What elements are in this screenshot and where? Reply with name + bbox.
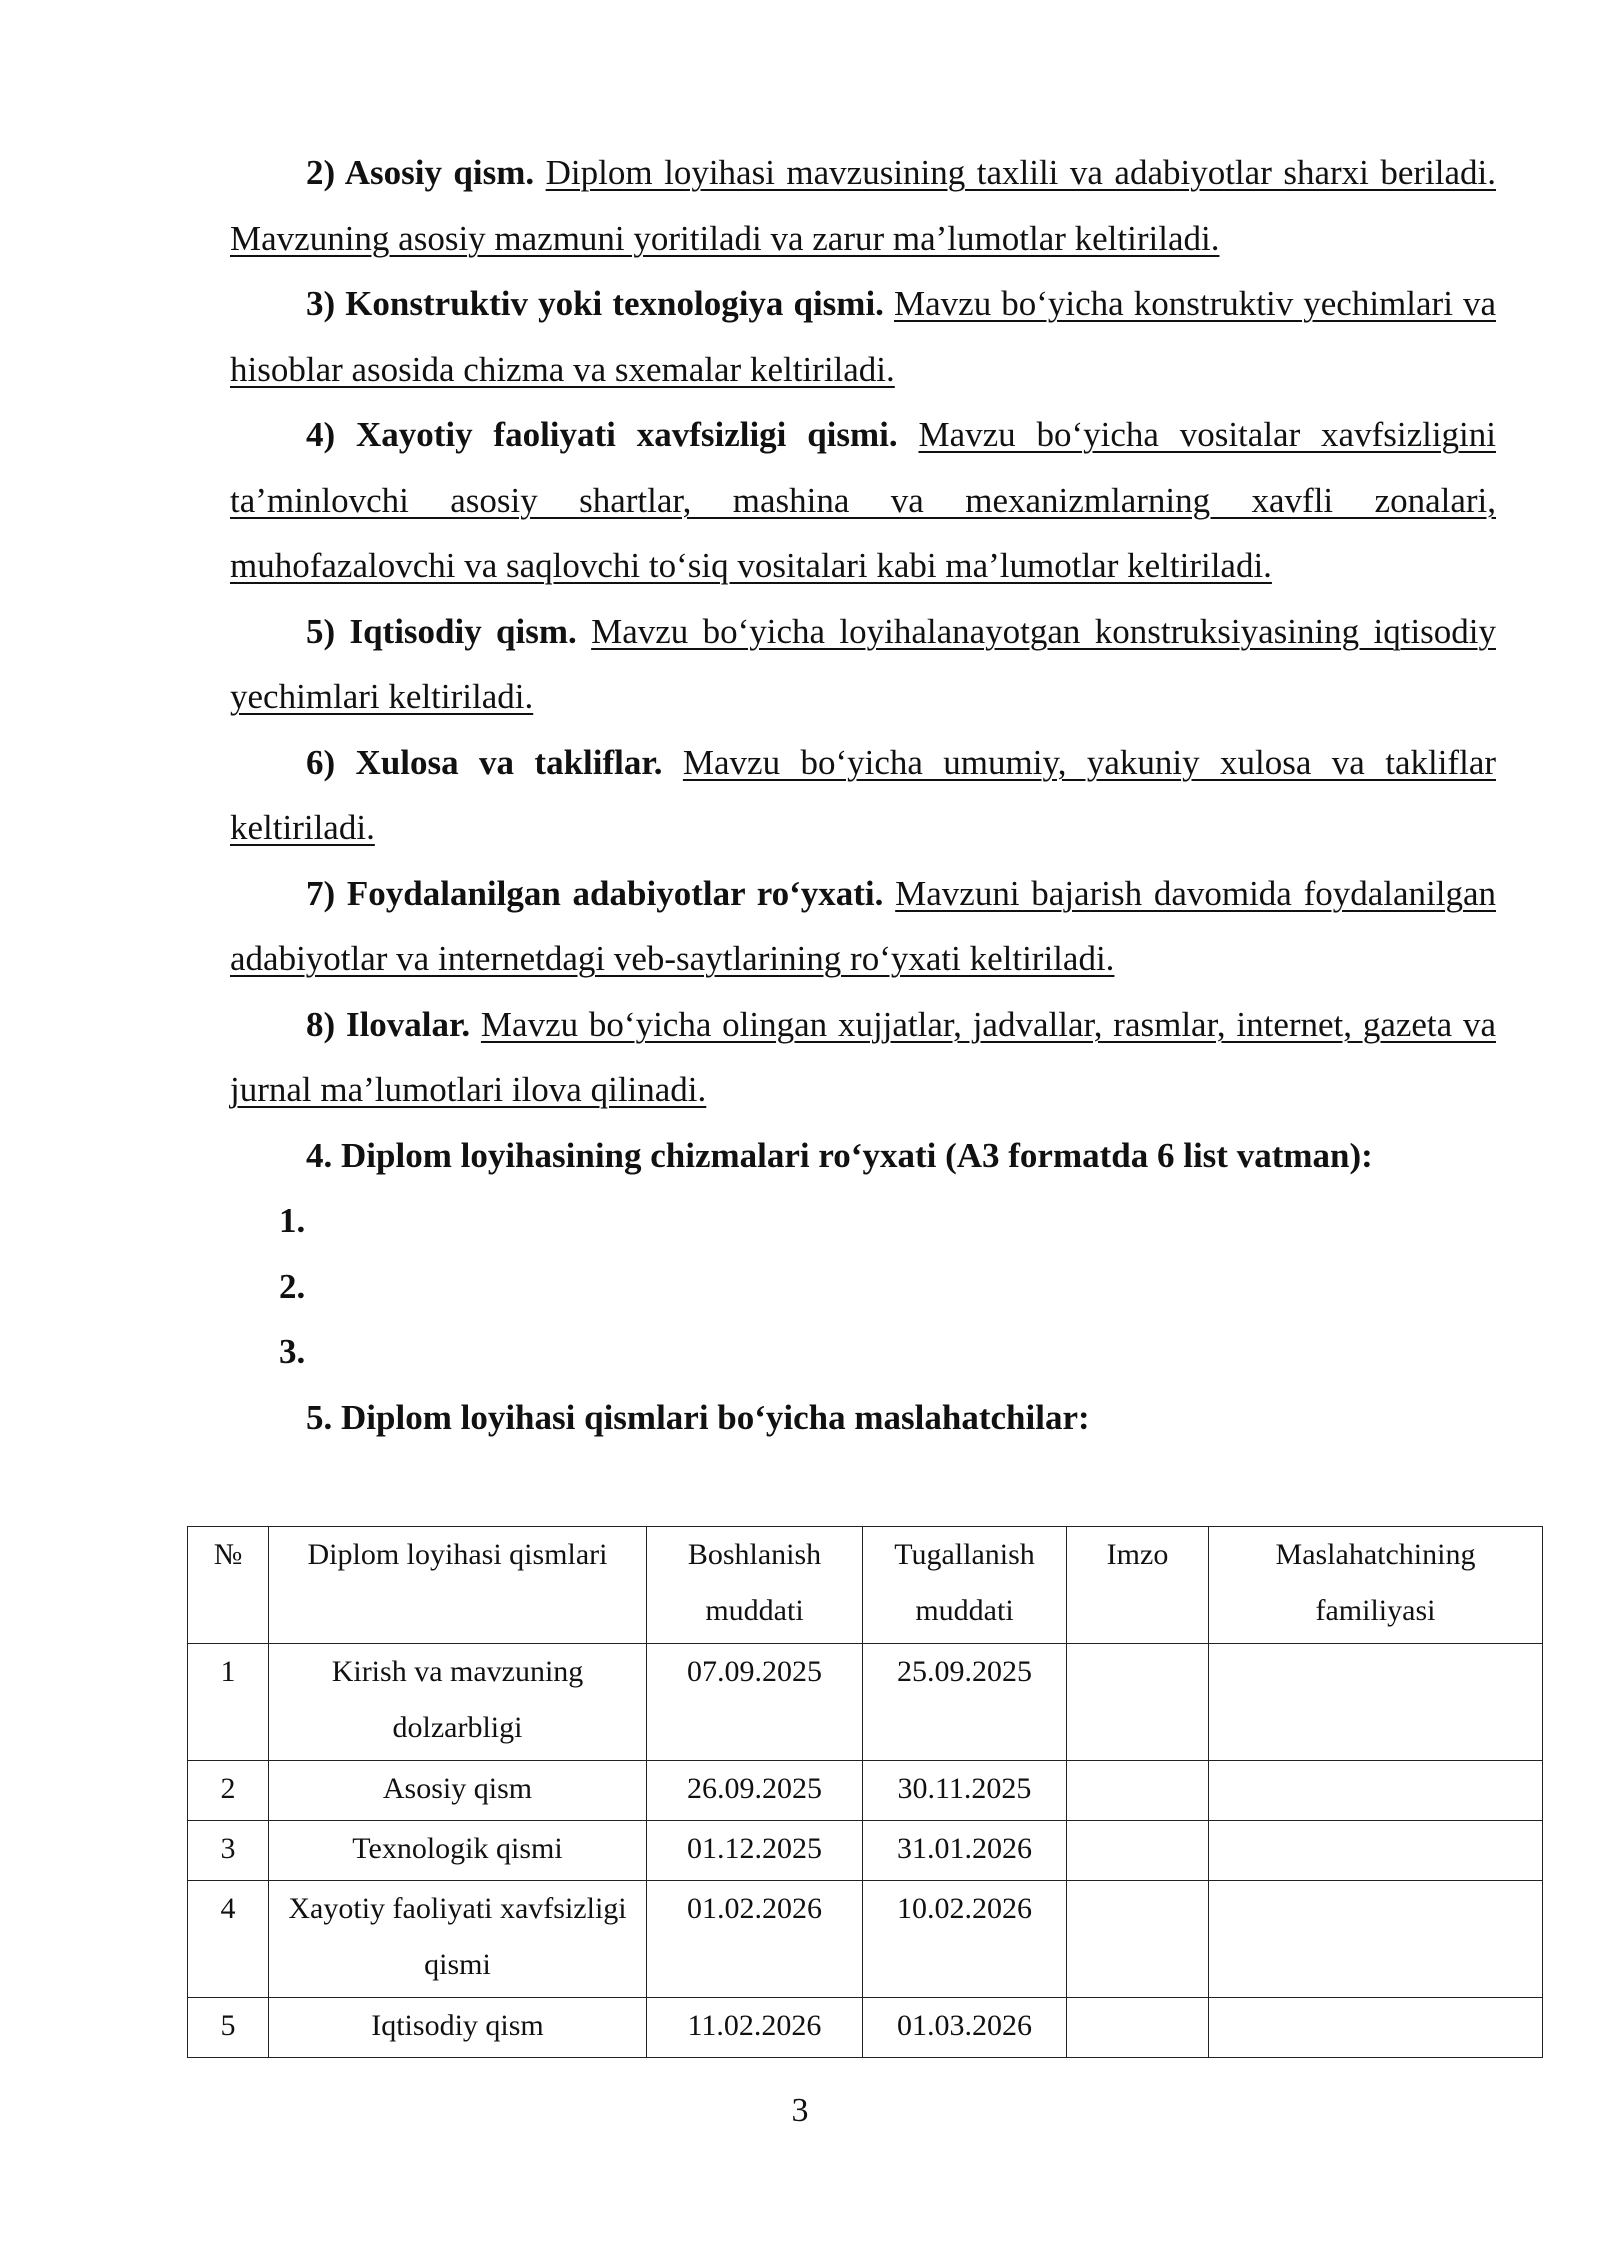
cell-part: Iqtisodiy qism xyxy=(269,1998,647,2058)
cell-end: 10.02.2026 xyxy=(863,1881,1067,1998)
cell-number: 2 xyxy=(188,1761,269,1821)
cell-part: Asosiy qism xyxy=(269,1761,647,1821)
list-item: 2. xyxy=(279,1266,306,1306)
cell-number: 3 xyxy=(188,1821,269,1881)
section-title: 6) Xulosa va takliflar. xyxy=(306,742,663,782)
section-text: Mavzuni bajarish davomida foydalanilgan adabiyotlar va internetdagi veb-saytlarining ro‘yxati keltiriladi. xyxy=(230,873,1496,978)
advisors-table xyxy=(187,1526,1543,2058)
table-row xyxy=(188,1881,1543,1998)
section-title: 8) Ilovalar. xyxy=(306,1004,471,1044)
section-text: Mavzu bo‘yicha vositalar xavfsizligini ta’minlovchi asosiy shartlar, mashina va mexanizmlarning xavfli zonalari, muhofazalovchi va saqlovchi to‘siq vositalari kabi ma’lumotlar keltiriladi. xyxy=(230,415,1496,585)
cell-signature xyxy=(1067,1821,1209,1881)
section-text: Mavzu bo‘yicha olingan xujjatlar, jadvallar, rasmlar, internet, gazeta va jurnal ma’lumotlari ilova qilinadi. xyxy=(230,1004,1497,1109)
cell-end: 30.11.2025 xyxy=(863,1761,1067,1821)
page-number: 3 xyxy=(791,2092,809,2129)
column-header-advisor-name: Maslahatchining familiyasi xyxy=(1209,1527,1543,1644)
section-appendices xyxy=(230,992,1496,1123)
cell-signature xyxy=(1067,1644,1209,1761)
section-title: 5) Iqtisodiy qism. xyxy=(306,611,577,651)
table-row xyxy=(188,1761,1543,1821)
cell-part: Xayotiy faoliyati xavfsizligi qismi xyxy=(269,1881,647,1998)
cell-signature xyxy=(1067,1881,1209,1998)
section-economic xyxy=(230,599,1496,730)
cell-signature xyxy=(1067,1998,1209,2058)
section-text: Mavzu bo‘yicha loyihalanayotgan konstruksiyasining iqtisodiy yechimlari keltiriladi. xyxy=(230,611,1497,716)
table-row xyxy=(188,1644,1543,1761)
cell-part: Texnologik qismi xyxy=(269,1821,647,1881)
section-main-part xyxy=(230,140,1496,271)
cell-advisor-name xyxy=(1209,1644,1543,1761)
section-title: 2) Asosiy qism. xyxy=(306,153,535,192)
section-conclusion xyxy=(230,730,1496,861)
section-title: 4) Xayotiy faoliyati xavfsizligi qismi. xyxy=(306,415,898,454)
cell-number: 5 xyxy=(188,1998,269,2058)
section-construction xyxy=(230,271,1496,402)
column-header-signature: Imzo xyxy=(1067,1527,1209,1644)
cell-start: 11.02.2026 xyxy=(647,1998,863,2058)
section-title: 3) Konstruktiv yoki texnologiya qismi. xyxy=(306,284,884,323)
cell-end: 31.01.2026 xyxy=(863,1821,1067,1881)
drawings-heading: 4. Diplom loyihasining chizmalari ro‘yxati (A3 formatda 6 list vatman): xyxy=(306,1135,1373,1175)
cell-end: 01.03.2026 xyxy=(863,1998,1067,2058)
section-title: 7) Foydalanilgan adabiyotlar ro‘yxati. xyxy=(306,873,884,913)
table-row xyxy=(188,1821,1543,1881)
cell-advisor-name xyxy=(1209,1761,1543,1821)
section-text: Mavzu bo‘yicha umumiy, yakuniy xulosa va takliflar keltiriladi. xyxy=(230,742,1497,847)
cell-part: Kirish va mavzuning dolzarbligi xyxy=(269,1644,647,1761)
cell-start: 07.09.2025 xyxy=(647,1644,863,1761)
cell-advisor-name xyxy=(1209,1821,1543,1881)
section-safety xyxy=(230,402,1496,599)
cell-signature xyxy=(1067,1761,1209,1821)
section-text: Mavzu bo‘yicha konstruktiv yechimlari va hisoblar asosida chizma va sxemalar keltiriladi. xyxy=(230,284,1497,389)
drawings-list xyxy=(230,1188,1496,1385)
document-body xyxy=(230,140,1496,1450)
list-item: 1. xyxy=(279,1201,306,1240)
cell-advisor-name xyxy=(1209,1881,1543,1998)
cell-number: 4 xyxy=(188,1881,269,1998)
table-row xyxy=(188,1998,1543,2058)
cell-start: 26.09.2025 xyxy=(647,1761,863,1821)
cell-number: 1 xyxy=(188,1644,269,1761)
table-header-row xyxy=(188,1527,1543,1644)
list-item: 3. xyxy=(279,1332,306,1371)
column-header-end: Tugallanish muddati xyxy=(863,1527,1067,1644)
cell-start: 01.02.2026 xyxy=(647,1881,863,1998)
cell-end: 25.09.2025 xyxy=(863,1644,1067,1761)
column-header-start: Boshlanish muddati xyxy=(647,1527,863,1644)
cell-advisor-name xyxy=(1209,1998,1543,2058)
section-references xyxy=(230,861,1496,992)
section-text: Diplom loyihasi mavzusining taxlili va adabiyotlar sharxi beriladi. Mavzuning asosiy mazmuni yoritiladi va zarur ma’lumotlar keltiriladi. xyxy=(230,153,1496,258)
column-header-part: Diplom loyihasi qismlari xyxy=(269,1527,647,1644)
advisors-heading: 5. Diplom loyihasi qismlari bo‘yicha maslahatchilar: xyxy=(306,1397,1090,1437)
column-header-number: № xyxy=(188,1527,269,1644)
cell-start: 01.12.2025 xyxy=(647,1821,863,1881)
